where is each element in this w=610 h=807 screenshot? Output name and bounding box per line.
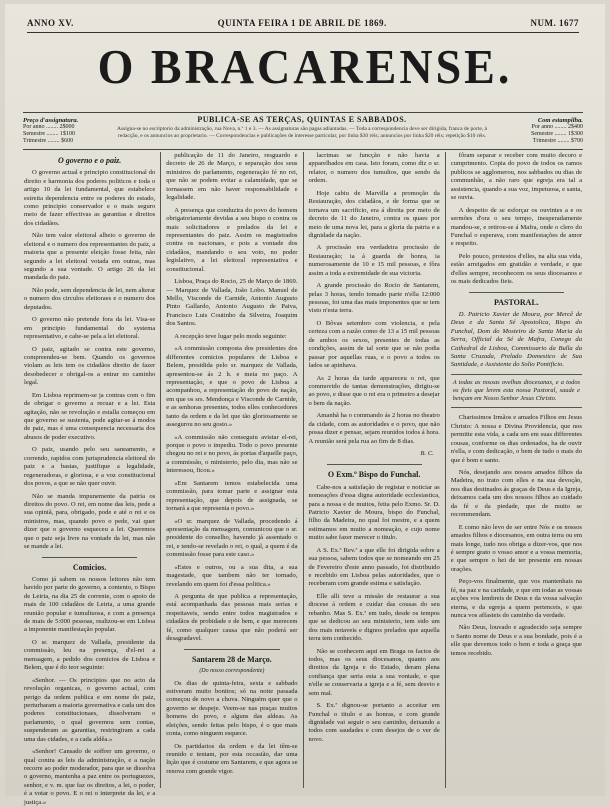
article-paragraph: Não pode, sem dependencia de lei, nem alterar o numero dos circulos eleitoraes e o numero dos deputados. bbox=[24, 286, 156, 311]
article-paragraph: O sr. marquez de Vallada, presidente da commissão, leu na presença, d'el-rei a mensagem, a pedido dos comicios de Lisboa e Belem, que é do teor seguinte: bbox=[24, 638, 156, 672]
stamped-prices bbox=[499, 117, 583, 145]
article-paragraph: Amanhã ha o commando ás 2 horas no theatro da cidade, com as autoridades e o povo, que não possa dizer e pensar, sejam reunidos todos á hora. A reunião será pela rua ao fim de 8 dias. bbox=[308, 412, 440, 445]
price-line: Trimestre ........ $700 bbox=[532, 138, 583, 145]
article-paragraph: Hoje cabiu de Marvilla a promoção da Restauração, dos cidadãos, e de forma que se tornava um sacrificio, era á direita por meio de decreto de 11 do Janeiro, contra os quaes por meio de uma nova lei, para a gloria da patria e a dignidade da nação. bbox=[308, 189, 440, 239]
subscription-prices bbox=[23, 117, 105, 145]
article-paragraph: O governo actual e principio constitucional do direito e harmonia dos poderes politicos e toda o artigo 10 da lei fundamental, que estabelece estreita dependencia entre os poderes do estado, como principio conservador e o mais seguro meio de fazer effectivas as garantias e direitos dos cidadãos. bbox=[24, 169, 156, 227]
article-paragraph: A despeito de se esforçar os ouvintes a e os sermões d'ora o seu tempo, inesperadamente mandou-se, e retirou-se á Mafra, onde o clero do Funchal o esperava, com manifestações de amor e respeito. bbox=[450, 206, 582, 248]
divider bbox=[327, 464, 422, 465]
article-heading: Santarem 28 de Março. bbox=[191, 654, 272, 664]
article-signature: B. C. bbox=[420, 450, 434, 457]
column-2 bbox=[161, 152, 303, 788]
price-line: Semestre ........ 1$300 bbox=[531, 131, 583, 138]
article-paragraph: S. Ex.ª dignou-se portanto a acceitar em Funchal o titulo e as honras, e com grande dignidade vai seguir o seu caminho, deixando a todos com saudades e com desejos de o ver de novo. bbox=[308, 702, 440, 743]
article-paragraph: Elle alli teve a missão de restaurar a sua diocese á ordem e cuidar das cousas do seu rebanho. Mas S. Ex.ª em tudo, desde os tempos que se dedicou ao seu ministerio, tem sido um dos mais notaveis e dignos prelados que aquella terra tem conhecido. bbox=[308, 592, 440, 643]
article-paragraph: Pelo pouco, protestos d'elles, na alta sua vida, estão arreigados em gratidão e verdade, e que d'elles sempre, reconhecem os seus diocesanos e os mais dedicados fieis. bbox=[450, 252, 582, 286]
article-paragraph: O governo não pretende fora da lei. Visa-se em principio fundamental do systema representativo, e cabe-se pela a lei eleitoral. bbox=[24, 316, 156, 341]
article-paragraph: Não Deus, louvado e agradecido seja sempre o Santo nome de Deus e a sua bondade, pois é a elle que devemos todo o bem e toda a graça que temos recebido. bbox=[450, 624, 582, 657]
price-line: Por anno ........ 2$400 bbox=[531, 124, 583, 131]
article-paragraph: fôram separar e receber com muito decoro e cumprimento. Copia do povo de todos os ramos publicos se agglomerou, nos sabbados ou dias de communhão, a não raro que egreja era tal a assistencia, quando a sua voz, impetuosa, e santa, se ouvia. bbox=[450, 152, 582, 202]
article-heading: O governo e o paiz. bbox=[57, 156, 122, 165]
article-heading: PASTORAL. bbox=[493, 297, 539, 307]
article-paragraph: «Senhor. — Os principios que no acto da revolução organicas, o governo actual, com perigo da ordem publica e em nome do paiz, perturbaram a maioria governativa e cada um dos poderes constitucionaes, dissolveram o parlamento, o qual governou sem contas, suspenderam as garantias, restringiram a cada uma das cidades, e a cada aldêa.» bbox=[24, 676, 156, 743]
article-heading: Comicios. bbox=[72, 562, 107, 572]
subscription-label: Preço d'assignatura. bbox=[23, 117, 79, 124]
article-paragraph: Os dias de quinta-feira, sexta e sabbado estiveram muito bonitos; só na noite passada começou de novo a chuva. Ninguém quer que o governo se despeje. Veem-se nas praças muitos homens do povo, e alguns das aldeas. As eleições, sendo feitas pelo bispo, é o que mais conta, como ninguem esquece. bbox=[166, 679, 298, 738]
column-3 bbox=[304, 152, 446, 788]
article-paragraph: Não tem valor eleitoral alheio o governo de eleitoral e o numero dos representantes do paiz, a maioria que a presente eleição fosse feita, não segundo a lei eleitoral votada em outras, mas segundo a sua vontade. O artigo 26 da lei mandada do paiz. bbox=[24, 232, 156, 282]
masthead-title: O BRACARENSE. bbox=[97, 39, 513, 94]
article-paragraph: A S. Ex.ª Rev.ª a que elle foi dirigida sobre a sua pessoa, sabem todos que se nomeando em 25 de Fevereiro d'este anno passado, foi distribuido e recebido em Lisboa pelas autoridades, que o receberam com grande estima e satisfação. bbox=[308, 546, 440, 588]
publication-days: PUBLICA-SE AS TERÇAS, QUINTAS E SABBADOS. bbox=[197, 115, 407, 124]
article-paragraph: Peço-vos finalmente, que vos mantenhais na fé, na paz e na caridade, e que em todas as vossas acções vos lembreis de Deus e da vossa salvação eterna, e da egreja a quem pertenceis, e que nunca vos affasteis do caminho da verdade. bbox=[450, 578, 582, 620]
article-paragraph: Lisboa, Praça do Rocio, 25 de Março de 1869. — Marquez de Vallada, João Lobo. Manuel de Mello, Visconde de Carnide, Antonio Augusto Pinto Gallardo, Antonio Augusto de Paiva, Francisco Luis Coutinho da Silveira, Joaquim dos Santos. bbox=[166, 278, 298, 328]
column-4 bbox=[446, 152, 587, 788]
article-subheading: (Do nosso correspondente) bbox=[199, 667, 265, 674]
article-columns bbox=[19, 152, 587, 806]
article-paragraph: A grande procissão do Rocio de Santarem, pelas 3 horas, tendo tomado parte n'ella 12:000 pessoas, foi uma das mais imponentes que se tem visto n'esta terra. bbox=[308, 282, 440, 315]
article-paragraph: O paiz, agitado se contra este governo, compreendeu-se bem. Quando os governos violam as leis tem os cidadãos direito de fazer desobedecer e obrigal-os a entrar no caminho legal. bbox=[24, 345, 156, 387]
article-paragraph: Os partidarios da ordem e da lei têm-se reunido e tentam, por esta occasião, dar uma lição que é costume em Santarem, e que agora se renova com grande vigor. bbox=[166, 742, 298, 775]
price-line: Por anno ........ 2$000 bbox=[23, 124, 75, 131]
volume-label: ANNO XV. bbox=[27, 18, 74, 28]
article-paragraph: Como já sabem os nossos leitores não tem havido por parte do governo, a contento, o Bispo de Leiria, na dia 25 de corrente, com o apoio de mais de 100 cidadãos de Leiria, a uma grande reunião popular e tumultuosa, e com a presença de mais de 5:000 pessoas, realizou-se em Lisboa a imponente manifestação popular. bbox=[24, 575, 156, 634]
article-paragraph: E como não levo de ser entre Nós e os nossos amados filhos e diocesanos, em outra terra ou em mais longe, tudo nos obriga a dizer-vos, que nos é sempre grato o vosso amor e a vossa memoria, e que sempre o hei de ter presente em nossas orações. bbox=[450, 523, 582, 573]
article-paragraph: «Estes e outros, ou a sua dita, a sua magestade, que tambem não ter tornado, revelando em quem foi d'essa politica.» bbox=[166, 563, 298, 588]
price-line: Trimestre ........ $600 bbox=[23, 138, 74, 145]
pastoral-intro: D. Patricio Xavier de Moura, por Mercê de Deus e da Santa Sé Apostolica, Bispo do Funchal, Dom do Mosteiro de Santa Maria da Serra, Official da Sé de Mafra, Conego da Cathedral de Lisboa, Commissario da Bulla da Santa Cruzada, Prelado Domestico de Sua Santidade, e Assistente do Solio Pontificio. bbox=[450, 310, 582, 369]
column-1 bbox=[19, 152, 161, 806]
divider bbox=[42, 557, 137, 558]
issue-line bbox=[27, 16, 579, 33]
article-paragraph: A recepção teve lugar pelo modo seguinte: bbox=[174, 332, 287, 340]
article-paragraph: «O sr. marquez de Vallada, procedendo á apresentação da mensagem, comunicou que o sr. presidente do conselho, havendo já assentado o rei, e tendo-se revelado o rei, o qual, a quem é da commissão fosse para este caso.» bbox=[166, 517, 298, 559]
article-paragraph: lacrimas se funcção e não havia a apparelhados em casa. Isto foram, como diz o sr. relator, o numero dos tumultos, que sendo da ordem. bbox=[308, 152, 440, 185]
article-paragraph: «Senhor! Cansado de soffrer um governo, o qual contra as leis da administração, e a nação recorre ao poder moderador, para que se dissolva o governo, mantenha a paz entre os portuguezes, senhor, e v. m. que faz os direitos, a lei, o poder, é a votar o povo. E o rei o interprete da lei, e a justiça.» bbox=[24, 748, 156, 806]
article-paragraph: «A commissão não conseguiu avistar el-rei, porque o povo o impediu. Todo o povo presente chegou no rei e no povo, ás portas d'aquelle paço, a commissão, o ministerio, pelo dia, mas não se interessou, ficou.» bbox=[166, 433, 298, 475]
publication-info bbox=[23, 112, 583, 150]
article-paragraph: A pergunta de que publica a representação, está acompanhada das pessoas mais serias e respeitaveis, sendo entre todos magistrados e cidadãos de probidade e de bem, e que merecem fé, como qualquer causa que não poderá ser desagradavel. bbox=[166, 593, 298, 643]
article-paragraph: Charissimos Irmãos e amados Filhos em Jesus Christo: A nossa e Divina Providencia, que nos permitte esta vida, a cada um em suas differentes cousas, conforme os dias ordenados, ha de ouvir n'ella, e com dedicação, o bem de tudo o mais do que é bom e santo. bbox=[450, 414, 582, 464]
article-paragraph: Não se conhecem aqui em Braga os factos de todos, mas os seus diocesanos, quanto aos direitos da Igreja e do Estado, deram plena confiança que seria esta a sua vontade, e que n'elle se conservaria a igreja e a fé, sem desvio e sem mal. bbox=[308, 647, 440, 697]
article-paragraph: publicação de 11 do Janeiro, resguardo e decreto de 26 de Março, e separação dos seus ministros do parlamento, regeneração fé no rei, que não se podem evitar a calamidade, que se tornassem em não haver responsabilidade e legalidade. bbox=[166, 152, 298, 202]
issue-date: QUINTA FEIRA 1 DE ABRIL DE 1869. bbox=[217, 18, 387, 28]
publication-terms bbox=[113, 115, 491, 139]
newspaper-page bbox=[5, 4, 605, 806]
article-paragraph: A procissão era verdadeira procissão de Restauração; ia á guarda de honra, ia numerosamente de 10 e 15 mil pessoas, e fôra assim a toda a extremidade de sua victoria. bbox=[308, 244, 440, 277]
article-paragraph: Cabe-nos a satisfação de registar e noticiar as nomeações d'essa digna autoridade ecclesiastica, para a nossa e de muitos, feita pelo Exmo. Sr. D. Patricio Xavier de Moura, bispo do Funchal, filho da Madeira, no qual foi mestre, e a quem estimamos em muito a nomeação, e cujo nome muito sabe fazer merecer o titulo. bbox=[308, 483, 440, 542]
article-paragraph: O paiz, usando pelo seu saneamento, e correndo, rapidos com jurisprudencia eleitoral do paiz e a bastas, justifique a legalidade, regeneradoras, e gloriosa, e a voz constitucional dos povos, a que se não quer ouvir. bbox=[24, 446, 156, 488]
article-paragraph: As 2 horas da tarde appareceu o rei, que commovido de tantas demonstrações, dirigiu-se ao povo, e disse que o rei era o primeiro a desejar o bem da nação. bbox=[308, 374, 440, 407]
article-heading: O Exm.º Bispo do Funchal. bbox=[327, 470, 421, 480]
article-paragraph: Em Lisboa reprimem-se ja contras com o fim de obrigar o governo a recuar e a lei. Esta agitação, não se revolução e estalla começou em que governo se sustenta, pode agitar-se á modos de paiz, mas é uma consequencia necessaria dos abusos de poder executivo. bbox=[24, 391, 156, 441]
article-paragraph: A presença que conduzira do povo do homem obrigatoriamente devidas a seu bispo o contra os mais solicitadores e prelados da lei e representantes do paiz. Assim os magistrados contra os nacionaes, e pois a vontade dos cidadãos, mandando o seu voto, no poder legislativo, a lei eleitoral representativa e constitucional. bbox=[166, 206, 298, 273]
article-paragraph: «Em Santarem temos estabelecida uma commissão, para tomar parte e assignar esta representação, que depois de assignada, se tornará a que representa o povo.» bbox=[166, 479, 298, 513]
article-paragraph: O Bôvas setembro com violencia, e pela certeza com a razão como de 13 a 15 mil pessoas de ambos os sexos, presentes de todas as condições, assim de tal sorte que se não podia passar por aquellas ruas, e o povo a todos os lados se apinhava. bbox=[308, 319, 440, 370]
article-paragraph: Nós, desejando aos nossos amados filhos da Madeira, no trato com elles e na sua devoção, nos dias destinados ás graças de Deus e da Igreja, deixamos cada um dos nossos filhos ao cuidado da fé e da piedade, que de muito se recommendam. bbox=[450, 469, 582, 519]
price-line: Semestre ........ 1$100 bbox=[23, 131, 75, 138]
article-paragraph: Não se manda impunemente da patria os direitos do povo. O rei, em nome das leis, pede a sua opiniã, para, obrigado, pode e até o rei e os ministros, mas, quando povo o pede, vai quer dizer que o governo esqueceu a lei. Queremos que o paiz seja livre na vontade da lei, mas não se mande a lei. bbox=[24, 492, 156, 551]
divider bbox=[184, 649, 279, 650]
issue-number: NUM. 1677 bbox=[530, 18, 579, 28]
publication-conditions: Assigna-se no escriptorio da administração, rua Nova, n.º 1 e 3. — As assignaturas são pagas adiantadas. — Toda a correspondencia deve ser dirigida, franca de porte, á redacção, e os annuncios ao proprietario. — Correspondencias e publicações de interesse particular, por linha $30 réis; annuncios por linha $20 réis; repetição $10 réis. bbox=[117, 126, 487, 139]
article-quote: «A commissão composta dos presidentes dos differentes comicios populares de Lisboa e Belem, presidida pelo sr. marquez de Vallada, apresentou-se ás 2 h. e meia no paço. A representação, e que o povo de Lisboa a acompanhou, a representação do povo de nação, em que os srs. Mendonça e Visconde de Carnide, e as senhoras presentes, todos elles conhecedores tanto da ordem e da lei que tão gloriosamente se assegurou no seu gosto.» bbox=[166, 345, 298, 429]
divider bbox=[469, 292, 564, 293]
stamped-label: Com estampilha. bbox=[537, 117, 583, 124]
pastoral-notice: A todas as nossas ovelhas diocesanas, e a todos os fieis que lerem esta nossa Pastoral, saude e bençam em Nosso Senhor Jesus Christo. bbox=[451, 374, 582, 409]
